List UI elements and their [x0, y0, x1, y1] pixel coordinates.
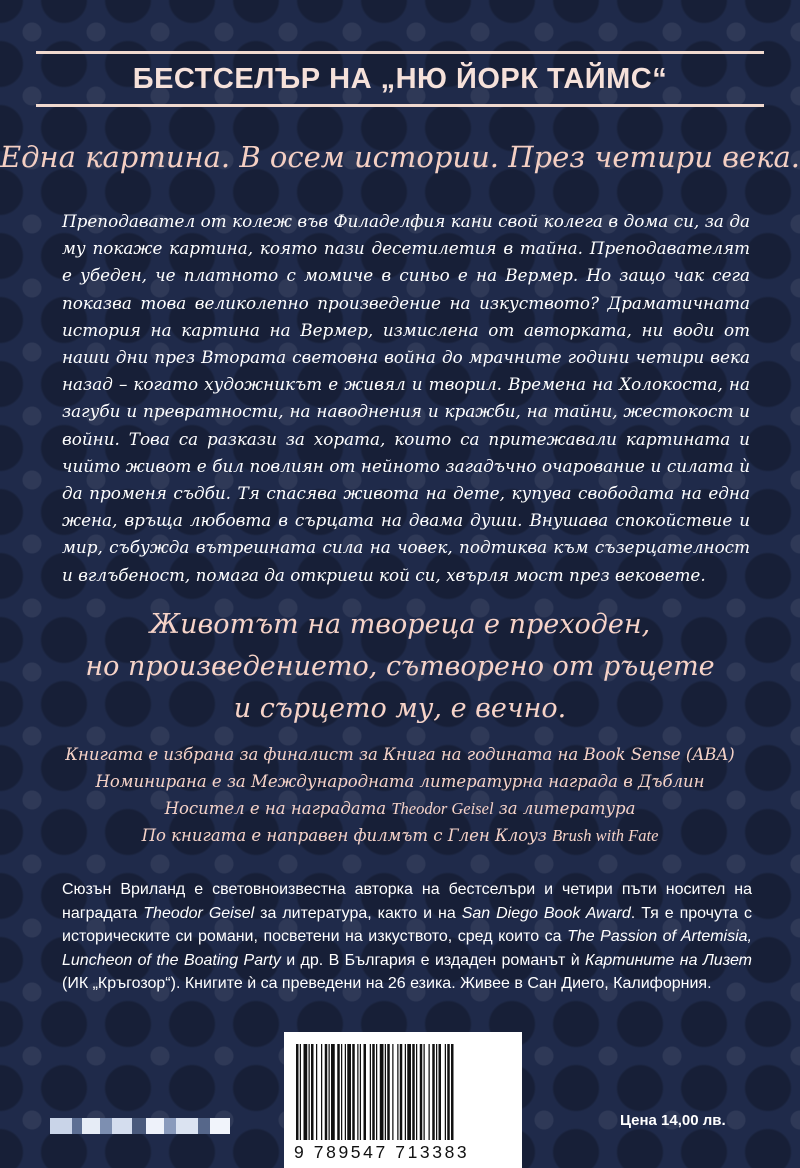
barcode-bar [329, 1044, 330, 1140]
barcode-bar [352, 1044, 355, 1140]
barcode-bar [436, 1044, 437, 1140]
barcode-bar [451, 1044, 454, 1140]
award-name: Theodor Geisel [391, 799, 494, 818]
award-line [0, 822, 800, 849]
barcode-bar [316, 1044, 317, 1140]
barcode-bar [364, 1044, 367, 1140]
barcode-bar [337, 1044, 340, 1140]
barcode-bar [347, 1044, 351, 1140]
author-bio [62, 878, 752, 996]
barcode-bar [432, 1044, 435, 1140]
price-label: Цена 14,00 лв. [620, 1112, 726, 1129]
tagline: Една картина. В осем истории. През четири века. [0, 140, 800, 174]
award-line [0, 795, 800, 822]
barcode-bar [447, 1044, 450, 1140]
awards-list [0, 741, 800, 849]
bio-text: и др. В България е издаден романът ѝ [280, 951, 586, 969]
bio-emphasis: The Passion of Artemisia, Luncheon of the Boating Party [62, 928, 753, 969]
barcode-bar [400, 1044, 403, 1140]
barcode-bar [412, 1044, 415, 1140]
barcode-panel [284, 1032, 522, 1168]
barcode-bar [385, 1044, 386, 1140]
bio-text: Сюзън Вриланд е световноизвестна авторка на бестселъри и четири пъти носител на наградата [62, 881, 752, 922]
isbn-number: 9 789547 713383 [294, 1142, 470, 1162]
award-line: Книгата е избрана за финалист за Книга на годината на Book Sense (ABA) [65, 745, 735, 764]
barcode-bar [370, 1044, 371, 1140]
pull-quote [0, 604, 800, 730]
barcode-bar [429, 1044, 430, 1140]
barcode-bar [445, 1044, 446, 1140]
barcode-bar [407, 1044, 411, 1140]
barcode-bar [360, 1044, 361, 1140]
barcode-bar [372, 1044, 375, 1140]
bio-emphasis: Картините на Лизет [585, 951, 752, 969]
barcode-bar [357, 1044, 358, 1140]
bestseller-banner [36, 51, 764, 107]
bestseller-title: БЕСТСЕЛЪР НА „НЮ ЙОРК ТАЙМС“ [132, 62, 668, 95]
award-text: Носител е на наградата [164, 799, 392, 818]
film-title: Brush with Fate [552, 826, 659, 845]
barcode-bar [309, 1044, 310, 1140]
bio-text: за литература, както и на [254, 904, 462, 922]
quote-line: Животът на твореца е преходен, [149, 609, 651, 640]
barcode-bar [387, 1044, 390, 1140]
quote-line: но произведението, сътворено от ръцете [85, 651, 715, 682]
barcode-bar [416, 1044, 417, 1140]
bio-emphasis: Theodor Geisel [143, 904, 255, 922]
blurb-text: Преподавател от колеж във Филаделфия кани свой колега в дома си, за да му покаже картина, която пази десетилетия в тайна. Преподавателят е убеден, че платното с момиче в синьо е на Вермер. Но защо чак сега показва това великолепно произведение на изкуството? Драматичната история на картина на Вермер, измислена от авторката, ни води от наши дни през Втората световна война до мрачните години четири века назад – когато художникът е живял и творил. Времена на Холокоста, на загуби и превратности, на наводнения и кражби, на тайни, жестокост и войни. Това са разкази за хората, които са притежавали картината и чийто живот е бил повлиян от нейното загадъчно очарование и силата ѝ да променя съдби. Тя спасява живота на дете, купува свободата на една жена, връща любовта в сърцата на двама души. Внушава спокойствие и мир, събужда вътрешната сила на човек, подтиква към съзерцателност и вглъбеност, помага да откриеш кой си, хвърля мост през вековете. [62, 211, 750, 585]
award-text: По книгата е направен филмът с Глен Клоуз [141, 826, 553, 845]
barcode-bar [321, 1044, 322, 1140]
barcode-bar [376, 1044, 377, 1140]
barcode-bar [331, 1044, 335, 1140]
barcode-bar [397, 1044, 398, 1140]
barcode-bar [380, 1044, 384, 1140]
barcode-bar [341, 1044, 342, 1140]
barcode-bar [405, 1044, 406, 1140]
book-blurb [62, 208, 750, 589]
barcode-bar [392, 1044, 393, 1140]
barcode-bar [296, 1044, 299, 1140]
barcode-bar [345, 1044, 346, 1140]
barcode-bar [300, 1044, 301, 1140]
barcode-bar [439, 1044, 442, 1140]
barcode-bar [325, 1044, 328, 1140]
barcode-bar [311, 1044, 314, 1140]
award-line: Номинирана е за Международната литературна награда в Дъблин [95, 772, 705, 791]
award-text: за литература [493, 799, 636, 818]
quote-line: и сърцето му, е вечно. [233, 693, 567, 724]
barcode-bar [420, 1044, 423, 1140]
barcode-bar [304, 1044, 308, 1140]
bio-text: . Тя е прочута с историческите си романи, посветени на изкуството, сред които са [62, 904, 753, 945]
bio-emphasis: San Diego Book Award [461, 904, 631, 922]
barcode-bar [424, 1044, 425, 1140]
barcode [294, 1044, 512, 1140]
bio-text: (ИК „Кръгозор“). Книгите ѝ са преведени на 26 езика. Живее в Сан Диего, Калифорния. [62, 975, 712, 992]
redacted-isbn-label [50, 1118, 250, 1134]
